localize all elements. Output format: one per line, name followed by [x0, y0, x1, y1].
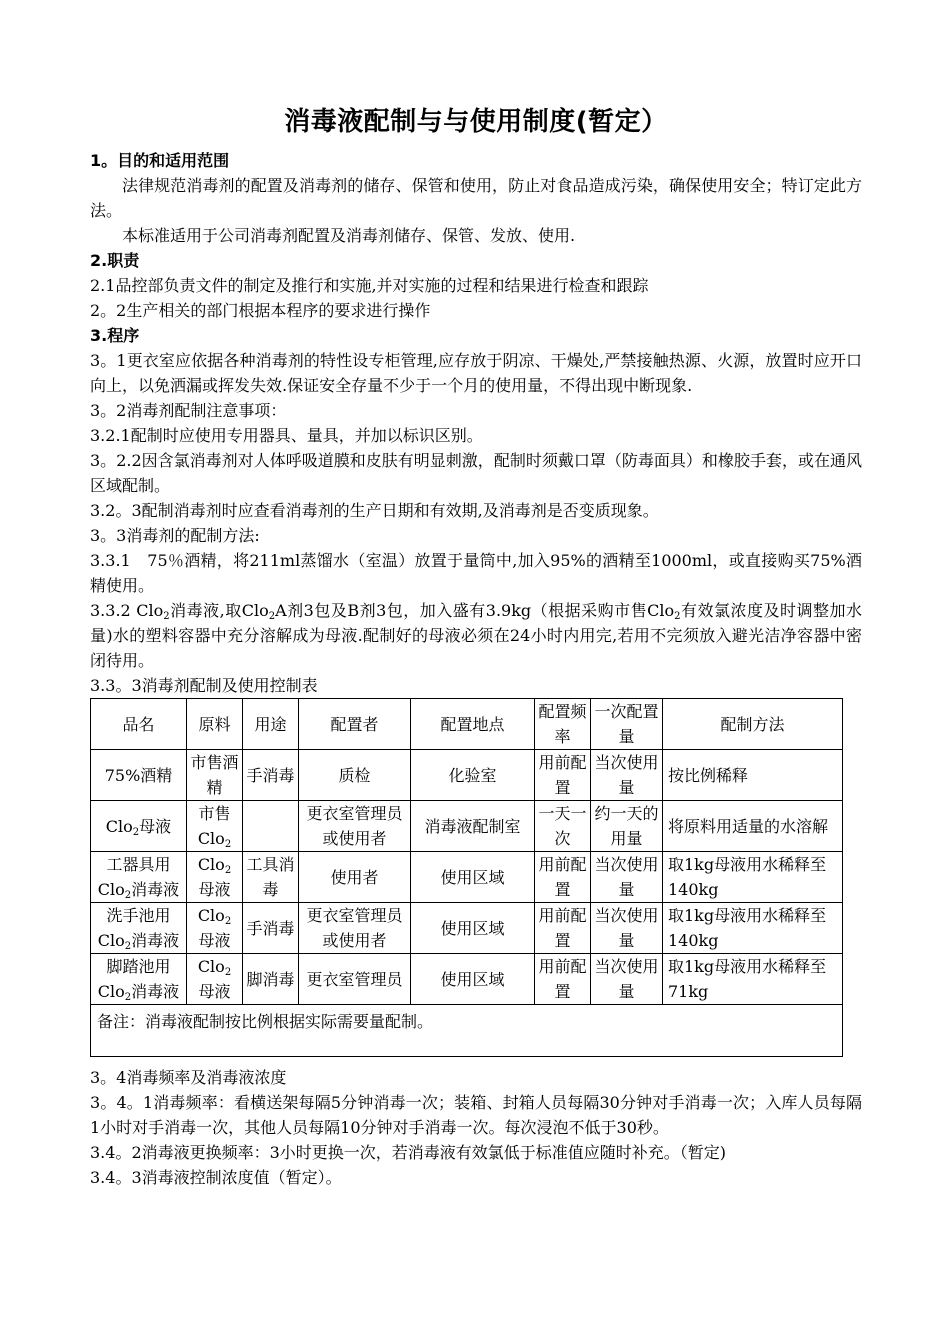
table-cell: 取1kg母液用水稀释至140kg — [663, 852, 843, 903]
table-cell: 使用区域 — [411, 852, 535, 903]
section-3-2-1: 3.2.1配制时应使用专用器具、量具，并加以标识区别。 — [90, 426, 483, 445]
table-row — [91, 954, 843, 1005]
table-cell — [243, 801, 299, 852]
section-3-3: 3。3消毒剂的配制方法: — [90, 526, 260, 545]
section-3-3-2: 3.3.2 Clo$_2$消毒液,取Clo$_2$A剂3包及B剂3包，加入盛有3.9kg（根据采购市售Clo$_2$有效氯浓度及时调整加水量)水的塑料容器中充分溶解成为母液.配制好的母液必须在24小时内用完,若用不完须放入避光洁净容器中密闭待用。 — [90, 601, 862, 670]
table-cell: 一天一次 — [535, 801, 591, 852]
table-cell: 市售酒精 — [187, 750, 243, 801]
section-2-2: 2。2生产相关的部门根据本程序的要求进行操作 — [90, 301, 431, 320]
table-cell: 约一天的用量 — [591, 801, 663, 852]
section-2-1: 2.1品控部负责文件的制定及推行和实施,并对实施的过程和结果进行检查和跟踪 — [90, 276, 649, 295]
table-cell: 按比例稀释 — [663, 750, 843, 801]
section-1-paragraph-1: 法律规范消毒剂的配置及消毒剂的储存、保管和使用，防止对食品造成污染，确保使用安全；特订定此方法。 — [90, 176, 862, 220]
table-cell: 化验室 — [411, 750, 535, 801]
table-cell: 手消毒 — [243, 750, 299, 801]
table-cell: 使用区域 — [411, 954, 535, 1005]
header-cell: 品名 — [91, 699, 187, 750]
table-cell: Clo$_2$母液 — [91, 801, 187, 852]
section-3-2: 3。2消毒剂配制注意事项： — [90, 401, 287, 420]
section-3-4-1: 3。4。1消毒频率：看横送架每隔5分钟消毒一次；装箱、封箱人员每隔30分钟对手消毒一次；入库人员每隔1小时对手消毒一次，其他人员每隔10分钟对手消毒一次。每次浸泡不低于30秒。 — [90, 1093, 862, 1137]
section-3-3-1: 3.3.1 75％酒精，将211ml蒸馏水（室温）放置于量筒中,加入95%的酒精至1000ml，或直接购买75%酒精使用。 — [90, 551, 862, 595]
section-2-heading: 2.职责 — [90, 251, 140, 270]
header-cell: 配制方法 — [663, 699, 843, 750]
table-cell: 当次使用量 — [591, 852, 663, 903]
section-3-4-2: 3.4。2消毒液更换频率：3小时更换一次，若消毒液有效氯低于标准值应随时补充。（暂定) — [90, 1143, 727, 1162]
header-cell: 用途 — [243, 699, 299, 750]
table-cell: 用前配置 — [535, 852, 591, 903]
section-1-heading: 1。目的和适用范围 — [90, 151, 230, 170]
header-cell: 配置地点 — [411, 699, 535, 750]
table-cell: 当次使用量 — [591, 903, 663, 954]
header-cell: 配置者 — [299, 699, 411, 750]
table-cell: Clo$_2$ 母液 — [187, 852, 243, 903]
section-3-1: 3。1更衣室应依据各种消毒剂的特性设专柜管理,应存放于阴凉、干燥处,严禁接触热源、火源，放置时应开口向上，以免洒漏或挥发失效.保证安全存量不少于一个月的使用量，不得出现中断现象. — [90, 351, 862, 395]
table-cell: 工具消毒 — [243, 852, 299, 903]
section-3-3-3: 3.3。3消毒剂配制及使用控制表 — [90, 676, 318, 695]
table-cell: 更衣室管理员或使用者 — [299, 801, 411, 852]
document-page — [90, 102, 862, 1190]
table-cell: 洗手池用 Clo$_2$消毒液 — [91, 903, 187, 954]
control-table — [90, 698, 843, 1057]
table-cell: 当次使用量 — [591, 750, 663, 801]
section-3-2-2: 3。2.2因含氯消毒剂对人体呼吸道膜和皮肤有明显刺激，配制时须戴口罩（防毒面具）和橡胶手套，或在通风区域配制。 — [90, 451, 862, 495]
table-cell: 当次使用量 — [591, 954, 663, 1005]
table-cell: 市售 Clo$_2$ — [187, 801, 243, 852]
table-cell: 使用区域 — [411, 903, 535, 954]
table-cell: 更衣室管理员 — [299, 954, 411, 1005]
table-cell: 质检 — [299, 750, 411, 801]
table-cell: Clo$_2$ 母液 — [187, 954, 243, 1005]
table-cell: 用前配置 — [535, 903, 591, 954]
table-cell: 75%酒精 — [91, 750, 187, 801]
section-3-4: 3。4消毒频率及消毒液浓度 — [90, 1068, 287, 1087]
header-cell: 原料 — [187, 699, 243, 750]
table-cell: 脚踏池用 Clo$_2$消毒液 — [91, 954, 187, 1005]
table-note-row — [91, 1005, 843, 1057]
table-cell: 工器具用 Clo$_2$消毒液 — [91, 852, 187, 903]
section-3-4-3: 3.4。3消毒液控制浓度值（暂定）。 — [90, 1168, 342, 1187]
table-row — [91, 852, 843, 903]
header-cell: 配置频率 — [535, 699, 591, 750]
document-title: 消毒液配制与与使用制度(暂定） — [284, 107, 668, 137]
table-cell: 脚消毒 — [243, 954, 299, 1005]
table-cell: 消毒液配制室 — [411, 801, 535, 852]
table-cell: 手消毒 — [243, 903, 299, 954]
header-cell: 一次配置量 — [591, 699, 663, 750]
table-note: 备注：消毒液配制按比例根据实际需要量配制。 — [91, 1005, 843, 1057]
table-cell: 取1kg母液用水稀释至71kg — [663, 954, 843, 1005]
section-3-heading: 3.程序 — [90, 326, 140, 345]
table-cell: 取1kg母液用水稀释至140kg — [663, 903, 843, 954]
section-3-2-3: 3.2。3配制消毒剂时应查看消毒剂的生产日期和有效期,及消毒剂是否变质现象。 — [90, 501, 659, 520]
table-cell: 将原料用适量的水溶解 — [663, 801, 843, 852]
table-row — [91, 801, 843, 852]
table-cell: 更衣室管理员或使用者 — [299, 903, 411, 954]
table-cell: 使用者 — [299, 852, 411, 903]
table-cell: 用前配置 — [535, 954, 591, 1005]
table-header-row — [91, 699, 843, 750]
table-cell: 用前配置 — [535, 750, 591, 801]
table-row — [91, 903, 843, 954]
section-1-paragraph-2: 本标准适用于公司消毒剂配置及消毒剂储存、保管、发放、使用. — [122, 226, 576, 245]
table-row — [91, 750, 843, 801]
table-cell: Clo$_2$ 母液 — [187, 903, 243, 954]
